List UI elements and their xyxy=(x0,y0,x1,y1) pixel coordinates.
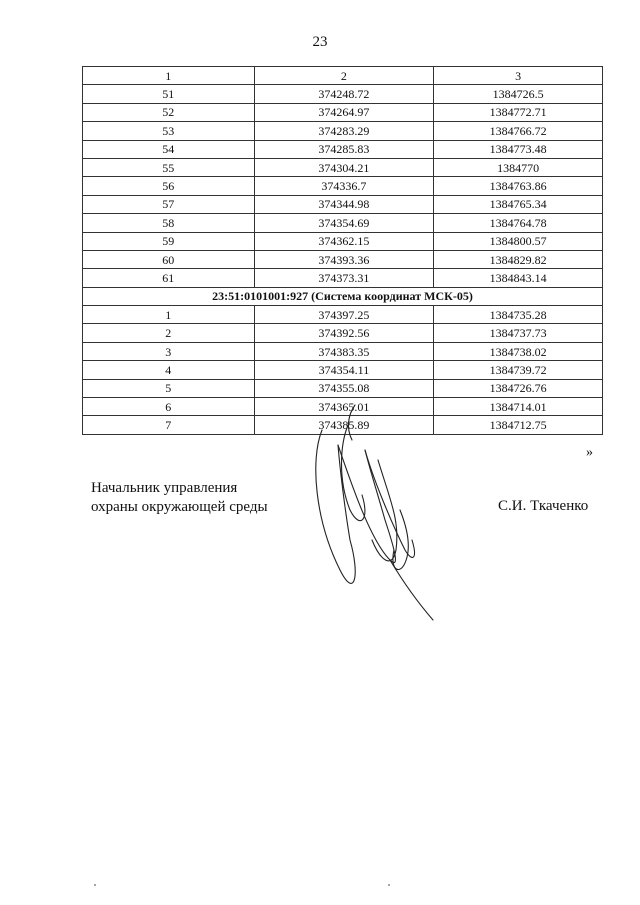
coordinate-x-cell: 374264.97 xyxy=(254,103,434,121)
point-number-cell: 3 xyxy=(83,342,255,360)
point-number-cell: 58 xyxy=(83,214,255,232)
coordinate-x-cell: 374285.83 xyxy=(254,140,434,158)
coordinate-y-cell: 1384763.86 xyxy=(434,177,603,195)
coordinate-x-cell: 374385.89 xyxy=(254,416,434,434)
point-number-cell: 7 xyxy=(83,416,255,434)
point-number-cell: 51 xyxy=(83,85,255,103)
point-number-cell: 2 xyxy=(83,324,255,342)
coordinate-x-cell: 374248.72 xyxy=(254,85,434,103)
point-number-cell: 60 xyxy=(83,250,255,268)
table-row xyxy=(83,361,603,379)
point-number-cell: 6 xyxy=(83,398,255,416)
column-header: 3 xyxy=(434,67,603,85)
coordinate-y-cell: 1384714.01 xyxy=(434,398,603,416)
point-number-cell: 4 xyxy=(83,361,255,379)
coordinate-x-cell: 374354.69 xyxy=(254,214,434,232)
coordinate-y-cell: 1384800.57 xyxy=(434,232,603,250)
section-row xyxy=(83,287,603,305)
coordinate-x-cell: 374383.35 xyxy=(254,342,434,360)
scan-dot xyxy=(388,884,390,886)
coordinate-x-cell: 374362.15 xyxy=(254,232,434,250)
table-row xyxy=(83,379,603,397)
coordinate-y-cell: 1384843.14 xyxy=(434,269,603,287)
coordinate-x-cell: 374393.36 xyxy=(254,250,434,268)
point-number-cell: 61 xyxy=(83,269,255,287)
signatory-position-line2: охраны окружающей среды xyxy=(91,499,268,515)
coordinate-x-cell: 374283.29 xyxy=(254,122,434,140)
handwritten-signature xyxy=(300,400,460,630)
coordinate-y-cell: 1384726.76 xyxy=(434,379,603,397)
table-row xyxy=(83,195,603,213)
column-header: 2 xyxy=(254,67,434,85)
signatory-name: С.И. Ткаченко xyxy=(498,498,589,514)
point-number-cell: 5 xyxy=(83,379,255,397)
table-row xyxy=(83,140,603,158)
table-row xyxy=(83,342,603,360)
table-row xyxy=(83,158,603,176)
table-row xyxy=(83,177,603,195)
coordinates-table-body xyxy=(83,67,603,435)
coordinate-y-cell: 1384765.34 xyxy=(434,195,603,213)
coordinate-x-cell: 374355.08 xyxy=(254,379,434,397)
column-header: 1 xyxy=(83,67,255,85)
signatory-position xyxy=(91,479,268,517)
table-row xyxy=(83,250,603,268)
coordinate-y-cell: 1384738.02 xyxy=(434,342,603,360)
table-row xyxy=(83,269,603,287)
scan-dot xyxy=(94,884,96,886)
coordinate-y-cell: 1384770 xyxy=(434,158,603,176)
coordinate-x-cell: 374344.98 xyxy=(254,195,434,213)
page-number: 23 xyxy=(312,34,328,50)
point-number-cell: 53 xyxy=(83,122,255,140)
point-number-cell: 54 xyxy=(83,140,255,158)
point-number-cell: 52 xyxy=(83,103,255,121)
coordinate-x-cell: 374354.11 xyxy=(254,361,434,379)
table-row xyxy=(83,306,603,324)
coordinate-y-cell: 1384766.72 xyxy=(434,122,603,140)
coordinate-x-cell: 374397.25 xyxy=(254,306,434,324)
closing-quote: » xyxy=(586,445,593,460)
point-number-cell: 1 xyxy=(83,306,255,324)
table-row xyxy=(83,324,603,342)
table-row xyxy=(83,103,603,121)
coordinate-y-cell: 1384764.78 xyxy=(434,214,603,232)
coordinate-x-cell: 374392.56 xyxy=(254,324,434,342)
coordinate-x-cell: 374373.31 xyxy=(254,269,434,287)
coordinate-y-cell: 1384829.82 xyxy=(434,250,603,268)
point-number-cell: 55 xyxy=(83,158,255,176)
coordinate-y-cell: 1384735.28 xyxy=(434,306,603,324)
point-number-cell: 56 xyxy=(83,177,255,195)
coordinate-x-cell: 374304.21 xyxy=(254,158,434,176)
coordinate-x-cell: 374365.01 xyxy=(254,398,434,416)
table-row xyxy=(83,85,603,103)
section-title: 23:51:0101001:927 (Система координат МСК-05) xyxy=(83,287,603,305)
coordinate-x-cell: 374336.7 xyxy=(254,177,434,195)
coordinate-y-cell: 1384737.73 xyxy=(434,324,603,342)
coordinate-y-cell: 1384772.71 xyxy=(434,103,603,121)
signatory-position-line1: Начальник управления xyxy=(91,480,238,496)
table-row xyxy=(83,122,603,140)
point-number-cell: 57 xyxy=(83,195,255,213)
table-row xyxy=(83,232,603,250)
coordinates-table xyxy=(82,66,603,435)
coordinate-y-cell: 1384773.48 xyxy=(434,140,603,158)
coordinate-y-cell: 1384739.72 xyxy=(434,361,603,379)
coordinate-y-cell: 1384726.5 xyxy=(434,85,603,103)
coordinate-y-cell: 1384712.75 xyxy=(434,416,603,434)
point-number-cell: 59 xyxy=(83,232,255,250)
table-header-row xyxy=(83,67,603,85)
table-row xyxy=(83,214,603,232)
